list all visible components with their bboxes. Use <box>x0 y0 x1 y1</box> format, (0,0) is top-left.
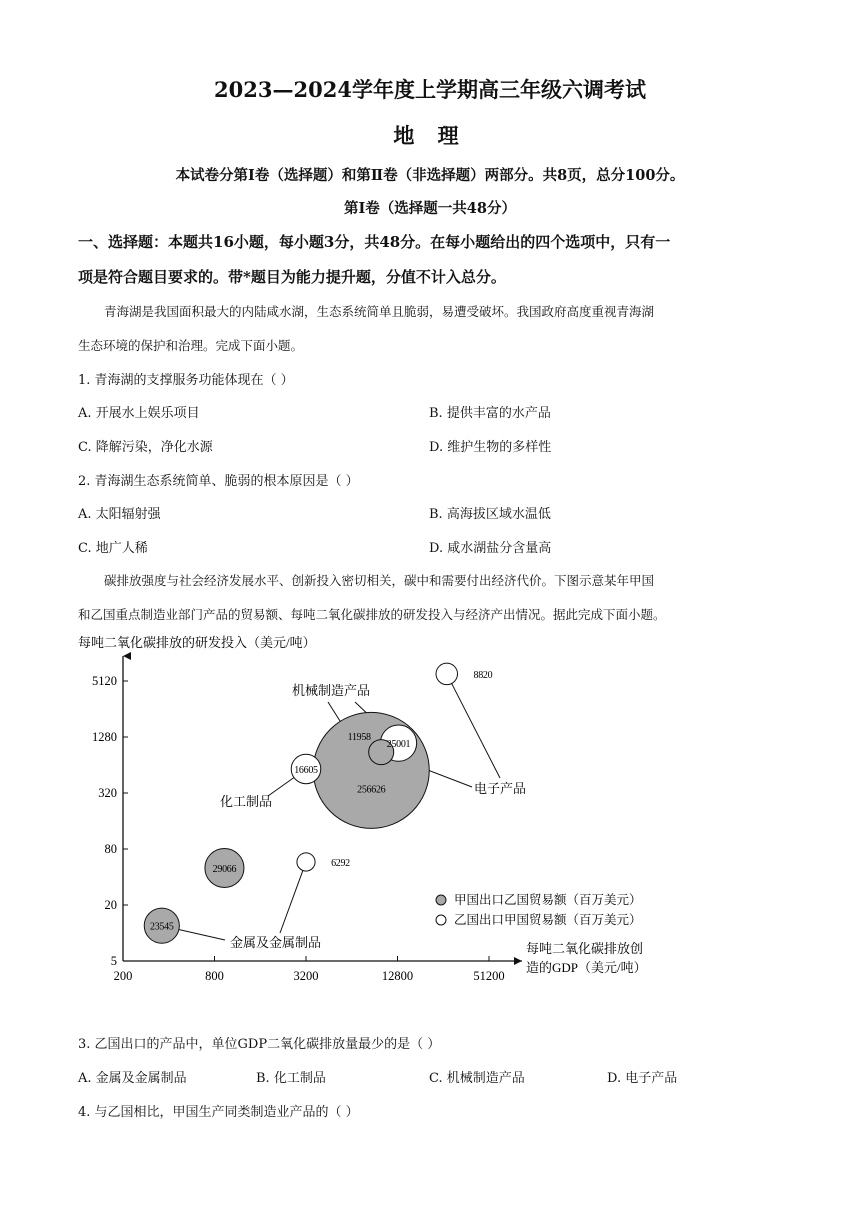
q3-option-a[interactable]: A. 金属及金属制品 <box>78 1071 187 1086</box>
bubble-甲国-256626 <box>313 712 429 828</box>
q3-option-c[interactable]: C. 机械制造产品 <box>429 1071 525 1086</box>
exam-intro: 本试卷分第Ⅰ卷（选择题）和第Ⅱ卷（非选择题）两部分。共8页，总分100分。 <box>175 167 685 184</box>
legend-label: 乙国出口甲国贸易额（百万美元） <box>454 913 642 927</box>
bubble-value-label: 25001 <box>386 739 411 751</box>
passage2-line2: 和乙国重点制造业部门产品的贸易额、每吨二氧化碳排放的研发投入与经济产出情况。据此完成下面小题。 <box>78 607 666 622</box>
exam-title: 2023—2024学年度上学期高三年级六调考试 <box>214 77 646 102</box>
bubble-value-label: 11958 <box>347 732 371 744</box>
passage2-line1: 碳排放强度与社会经济发展水平、创新投入密切相关，碳中和需要付出经济代价。下图示意某年甲国 <box>104 573 655 588</box>
q1-option-d[interactable]: D. 维护生物的多样性 <box>429 440 552 455</box>
part1-heading: 第Ⅰ卷（选择题一共48分） <box>344 200 516 217</box>
legend-swatch <box>436 895 446 905</box>
bubble-value-label: 16605 <box>294 764 318 776</box>
chart-legend <box>436 892 642 927</box>
y-axis-label: 每吨二氧化碳排放的研发投入（美元/吨） <box>78 635 316 650</box>
q3-stem: 3. 乙国出口的产品中，单位GDP二氧化碳排放量最少的是（ ） <box>78 1037 441 1052</box>
q3-option-d[interactable]: D. 电子产品 <box>607 1071 678 1086</box>
passage1-line1: 青海湖是我国面积最大的内陆咸水湖，生态系统简单且脆弱，易遭受破坏。我国政府高度重视青海湖 <box>104 304 655 319</box>
category-label: 电子产品 <box>474 781 527 796</box>
bubble-value-label: 256626 <box>357 784 386 796</box>
leader-line <box>172 928 225 940</box>
q4-stem: 4. 与乙国相比，甲国生产同类制造业产品的（ ） <box>78 1105 359 1120</box>
bubble-value-label: 6292 <box>331 857 350 869</box>
bubble-chart <box>70 628 710 983</box>
y-tick-label: 1280 <box>92 730 117 744</box>
bubble-乙国-6292 <box>297 853 315 871</box>
x-axis-arrow <box>514 957 522 965</box>
passage1-line2: 生态环境的保护和治理。完成下面小题。 <box>78 338 304 353</box>
legend-label: 甲国出口乙国贸易额（百万美元） <box>454 893 642 907</box>
q2-option-c[interactable]: C. 地广人稀 <box>78 541 148 556</box>
y-tick-label: 5 <box>110 954 117 968</box>
q1-option-b[interactable]: B. 提供丰富的水产品 <box>429 406 551 421</box>
x-tick-label: 800 <box>205 969 224 983</box>
bubble-value-label: 8820 <box>473 669 493 681</box>
q2-option-d[interactable]: D. 咸水湖盐分含量高 <box>429 541 552 556</box>
q1-option-c[interactable]: C. 降解污染，净化水源 <box>78 440 213 455</box>
y-tick-label: 20 <box>104 898 117 912</box>
bubble-value-label: 29066 <box>212 863 237 875</box>
exam-subject: 地 理 <box>393 123 467 148</box>
leader-line <box>450 680 500 778</box>
q2-option-a[interactable]: A. 太阳辐射强 <box>78 507 161 522</box>
leader-line <box>280 867 304 933</box>
x-tick-label: 12800 <box>381 969 414 983</box>
bubble-value-label: 23545 <box>150 921 174 933</box>
x-tick-label: 200 <box>113 969 133 983</box>
x-axis-label-line1: 每吨二氧化碳排放创 <box>526 941 644 956</box>
category-label: 机械制造产品 <box>292 683 371 698</box>
q1-option-a[interactable]: A. 开展水上娱乐项目 <box>78 406 200 421</box>
bubble-乙国-8820 <box>436 663 458 685</box>
y-tick-label: 80 <box>104 842 117 856</box>
section1-instructions-line1: 一、选择题：本题共16小题，每小题3分，共48分。在每小题给出的四个选项中，只有一 <box>78 233 671 251</box>
x-tick-label: 51200 <box>473 969 505 983</box>
y-tick-label: 320 <box>98 786 117 800</box>
q2-option-b[interactable]: B. 高海拔区域水温低 <box>429 507 551 522</box>
x-axis-label-line2: 造的GDP（美元/吨） <box>526 960 647 975</box>
category-label: 金属及金属制品 <box>230 935 322 950</box>
legend-swatch <box>436 915 446 925</box>
section1-instructions-line2: 项是符合题目要求的。带*题目为能力提升题，分值不计入总分。 <box>78 268 506 286</box>
y-tick-label: 5120 <box>92 674 117 688</box>
category-label: 化工制品 <box>220 794 273 809</box>
q1-stem: 1. 青海湖的支撑服务功能体现在（ ） <box>78 373 294 388</box>
q3-option-b[interactable]: B. 化工制品 <box>256 1071 326 1086</box>
q2-stem: 2. 青海湖生态系统简单、脆弱的根本原因是（ ） <box>78 474 359 489</box>
x-tick-label: 3200 <box>293 969 319 983</box>
